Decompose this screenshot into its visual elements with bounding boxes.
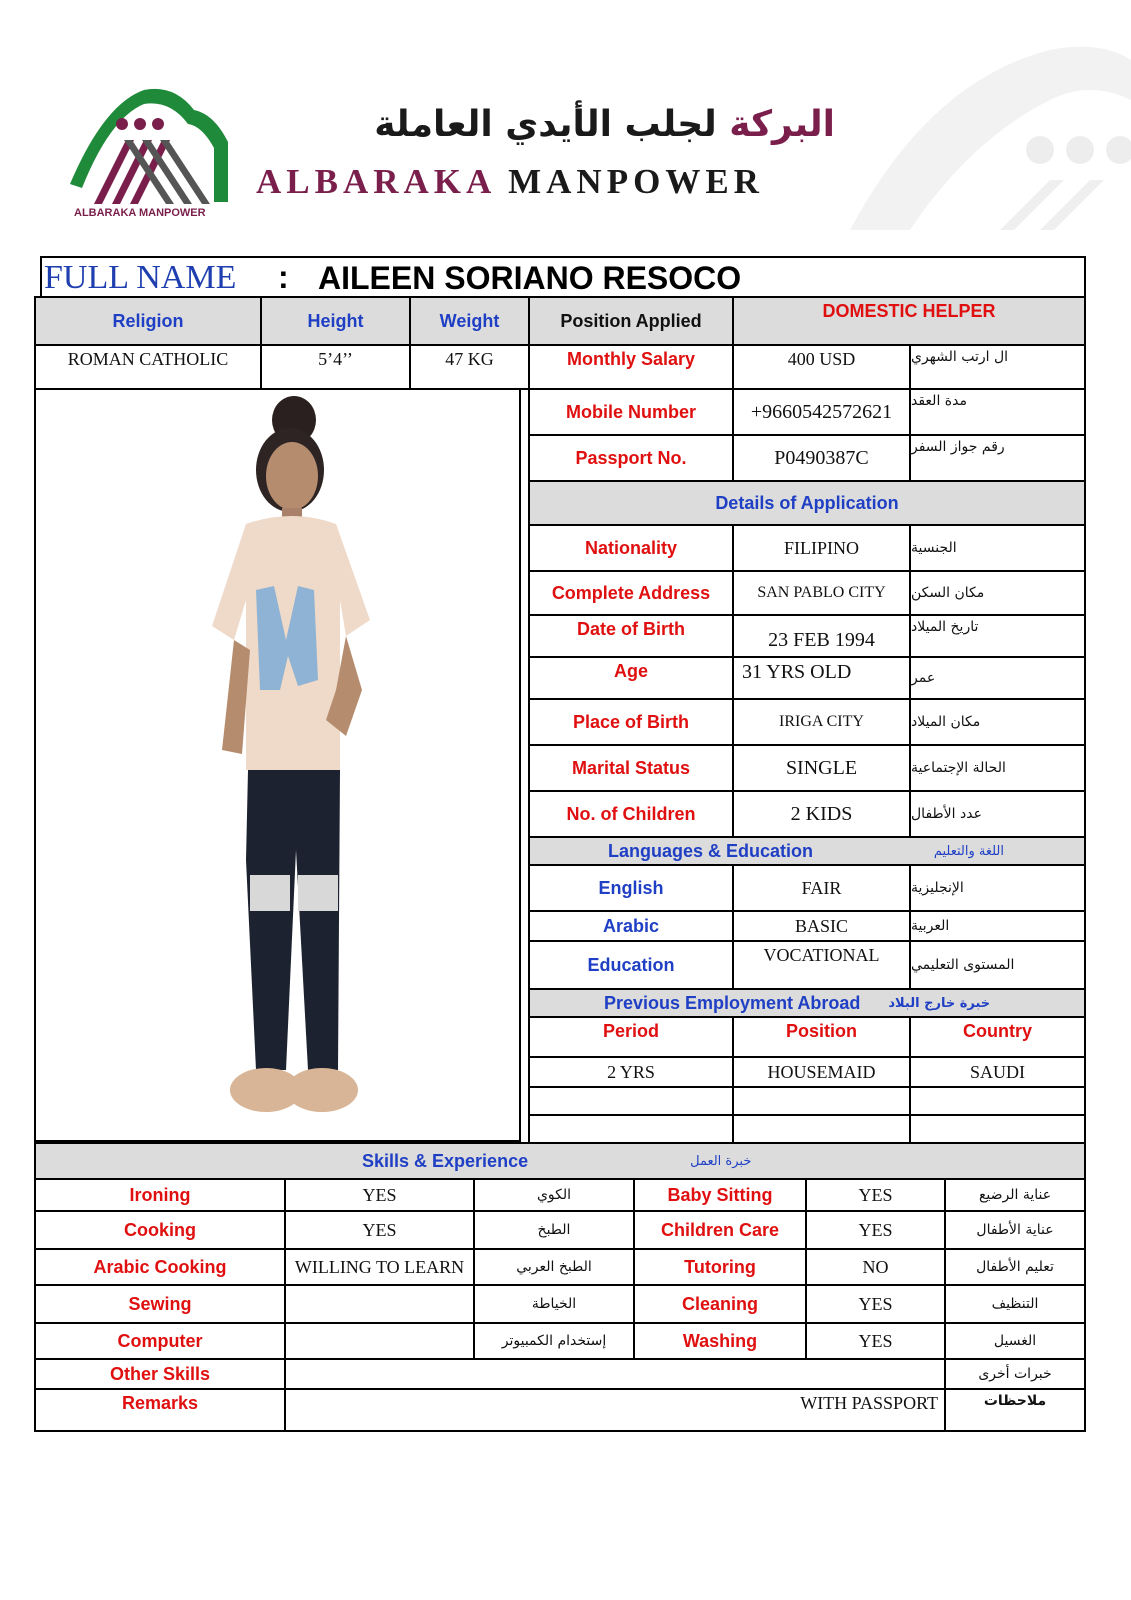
previous-employment-header	[528, 988, 1086, 1018]
full-name-row	[40, 256, 1086, 298]
employment-empty-cell	[909, 1086, 1086, 1116]
date-of-birth-arabic: تاريخ الميلاد	[909, 614, 1086, 658]
mobile-number-value: +9660542572621	[732, 388, 911, 436]
skill-children-care-arabic: عناية الأطفال	[944, 1210, 1086, 1250]
other-skills-value	[284, 1358, 946, 1390]
height-label: Height	[260, 296, 411, 346]
english-arabic: الإنجليزية	[909, 864, 1086, 912]
monthly-salary-arabic: ال ارتب الشهري	[909, 344, 1086, 390]
remarks-arabic: ملاحظات	[944, 1388, 1086, 1432]
skill-washing-value: YES	[805, 1322, 946, 1360]
skill-children-care-label: Children Care	[633, 1210, 807, 1250]
place-of-birth-value: IRIGA CITY	[732, 698, 911, 746]
other-skills-arabic: خبرات أخرى	[944, 1358, 1086, 1390]
watermark-icon	[850, 40, 1131, 230]
height-value: 5’4’’	[260, 344, 411, 390]
place-of-birth-arabic: مكان الميلاد	[909, 698, 1086, 746]
marital-status-arabic: الحالة الإجتماعية	[909, 744, 1086, 792]
skill-sewing-arabic: الخياطة	[473, 1284, 635, 1324]
arabic-label: Arabic	[528, 910, 734, 942]
skill-baby-sitting-label: Baby Sitting	[633, 1178, 807, 1212]
age-arabic: عمر	[909, 656, 1086, 700]
previous-employment-arabic: خبرة خارج البلاد	[888, 995, 991, 1011]
skill-arabic-cooking-arabic: الطبخ العربي	[473, 1248, 635, 1286]
passport-no-value: P0490387C	[732, 434, 911, 482]
education-arabic: المستوى التعليمي	[909, 940, 1086, 990]
nationality-arabic: الجنسية	[909, 524, 1086, 572]
skill-cooking-arabic: الطبخ	[473, 1210, 635, 1250]
details-of-application-header: Details of Application	[528, 480, 1086, 526]
skill-cleaning-arabic: التنظيف	[944, 1284, 1086, 1324]
passport-no-arabic: رقم جواز السفر	[909, 434, 1086, 482]
period-label: Period	[528, 1016, 734, 1058]
employment-empty-cell	[528, 1086, 734, 1116]
other-skills-label: Other Skills	[34, 1358, 286, 1390]
education-value: VOCATIONAL	[732, 940, 911, 990]
skill-baby-sitting-arabic: عناية الرضيع	[944, 1178, 1086, 1212]
previous-employment-title: Previous Employment Abroad	[604, 992, 861, 1013]
age-value: 31 YRS OLD	[732, 656, 911, 700]
remarks-value: WITH PASSPORT	[284, 1388, 946, 1432]
brand-name-arabic: البركة لجلب الأيدي العاملة	[374, 104, 835, 145]
position-label: Position	[732, 1016, 911, 1058]
languages-education-header	[528, 836, 1086, 866]
education-label: Education	[528, 940, 734, 990]
date-of-birth-label: Date of Birth	[528, 614, 734, 658]
arabic-arabic: العربية	[909, 910, 1086, 942]
skill-arabic-cooking-label: Arabic Cooking	[34, 1248, 286, 1286]
skills-experience-header	[34, 1142, 1086, 1180]
skill-sewing-value	[284, 1284, 475, 1324]
english-value: FAIR	[732, 864, 911, 912]
date-of-birth-value: 23 FEB 1994	[732, 614, 911, 658]
skill-computer-label: Computer	[34, 1322, 286, 1360]
nationality-value: FILIPINO	[732, 524, 911, 572]
age-label: Age	[528, 656, 734, 700]
skills-experience-title: Skills & Experience	[362, 1150, 529, 1171]
religion-value: ROMAN CATHOLIC	[34, 344, 262, 390]
no-of-children-value: 2 KIDS	[732, 790, 911, 838]
full-name-colon: :	[278, 259, 289, 295]
skill-sewing-label: Sewing	[34, 1284, 286, 1324]
remarks-label: Remarks	[34, 1388, 286, 1432]
logo-caption: ALBARAKA MANPOWER	[74, 207, 206, 219]
full-name-value: AILEEN SORIANO RESOCO	[318, 260, 742, 296]
complete-address-label: Complete Address	[528, 570, 734, 616]
english-label: English	[528, 864, 734, 912]
full-name-label: FULL NAME	[44, 259, 237, 296]
skill-cooking-value: YES	[284, 1210, 475, 1250]
skill-ironing-label: Ironing	[34, 1178, 286, 1212]
letterhead	[0, 0, 1131, 240]
skill-tutoring-value: NO	[805, 1248, 946, 1286]
languages-education-title: Languages & Education	[608, 840, 814, 861]
skill-tutoring-label: Tutoring	[633, 1248, 807, 1286]
weight-value: 47 KG	[409, 344, 530, 390]
mobile-number-label: Mobile Number	[528, 388, 734, 436]
employment-period-value: 2 YRS	[528, 1056, 734, 1088]
marital-status-value: SINGLE	[732, 744, 911, 792]
mobile-number-arabic: مدة العقد	[909, 388, 1086, 436]
religion-label: Religion	[34, 296, 262, 346]
brand-name-english: ALBARAKA MANPOWER	[256, 162, 764, 201]
employment-position-value: HOUSEMAID	[732, 1056, 911, 1088]
monthly-salary-label: Monthly Salary	[528, 344, 734, 390]
marital-status-label: Marital Status	[528, 744, 734, 792]
languages-education-arabic: اللغة والتعليم	[933, 843, 1004, 859]
passport-no-label: Passport No.	[528, 434, 734, 482]
skill-ironing-arabic: الكوي	[473, 1178, 635, 1212]
skill-computer-value	[284, 1322, 475, 1360]
complete-address-value: SAN PABLO CITY	[732, 570, 911, 616]
applicant-photo-frame	[34, 388, 521, 1142]
country-label: Country	[909, 1016, 1086, 1058]
skill-tutoring-arabic: تعليم الأطفال	[944, 1248, 1086, 1286]
monthly-salary-value: 400 USD	[732, 344, 911, 390]
employment-empty-cell	[909, 1114, 1086, 1144]
position-applied-value: DOMESTIC HELPER	[732, 296, 1086, 346]
employment-empty-cell	[732, 1114, 911, 1144]
complete-address-arabic: مكان السكن	[909, 570, 1086, 616]
skill-washing-label: Washing	[633, 1322, 807, 1360]
skill-cleaning-value: YES	[805, 1284, 946, 1324]
skill-children-care-value: YES	[805, 1210, 946, 1250]
nationality-label: Nationality	[528, 524, 734, 572]
position-applied-label: Position Applied	[528, 296, 734, 346]
skills-experience-arabic: خبرة العمل	[690, 1153, 752, 1169]
skill-baby-sitting-value: YES	[805, 1178, 946, 1212]
skill-computer-arabic: إستخدام الكمبيوتر	[473, 1322, 635, 1360]
skill-washing-arabic: الغسيل	[944, 1322, 1086, 1360]
weight-label: Weight	[409, 296, 530, 346]
skill-cooking-label: Cooking	[34, 1210, 286, 1250]
no-of-children-arabic: عدد الأطفال	[909, 790, 1086, 838]
no-of-children-label: No. of Children	[528, 790, 734, 838]
applicant-photo	[186, 390, 406, 1130]
place-of-birth-label: Place of Birth	[528, 698, 734, 746]
skill-ironing-value: YES	[284, 1178, 475, 1212]
skill-arabic-cooking-value: WILLING TO LEARN	[284, 1248, 475, 1286]
arabic-value: BASIC	[732, 910, 911, 942]
employment-empty-cell	[732, 1086, 911, 1116]
employment-country-value: SAUDI	[909, 1056, 1086, 1088]
employment-empty-cell	[528, 1114, 734, 1144]
skill-cleaning-label: Cleaning	[633, 1284, 807, 1324]
